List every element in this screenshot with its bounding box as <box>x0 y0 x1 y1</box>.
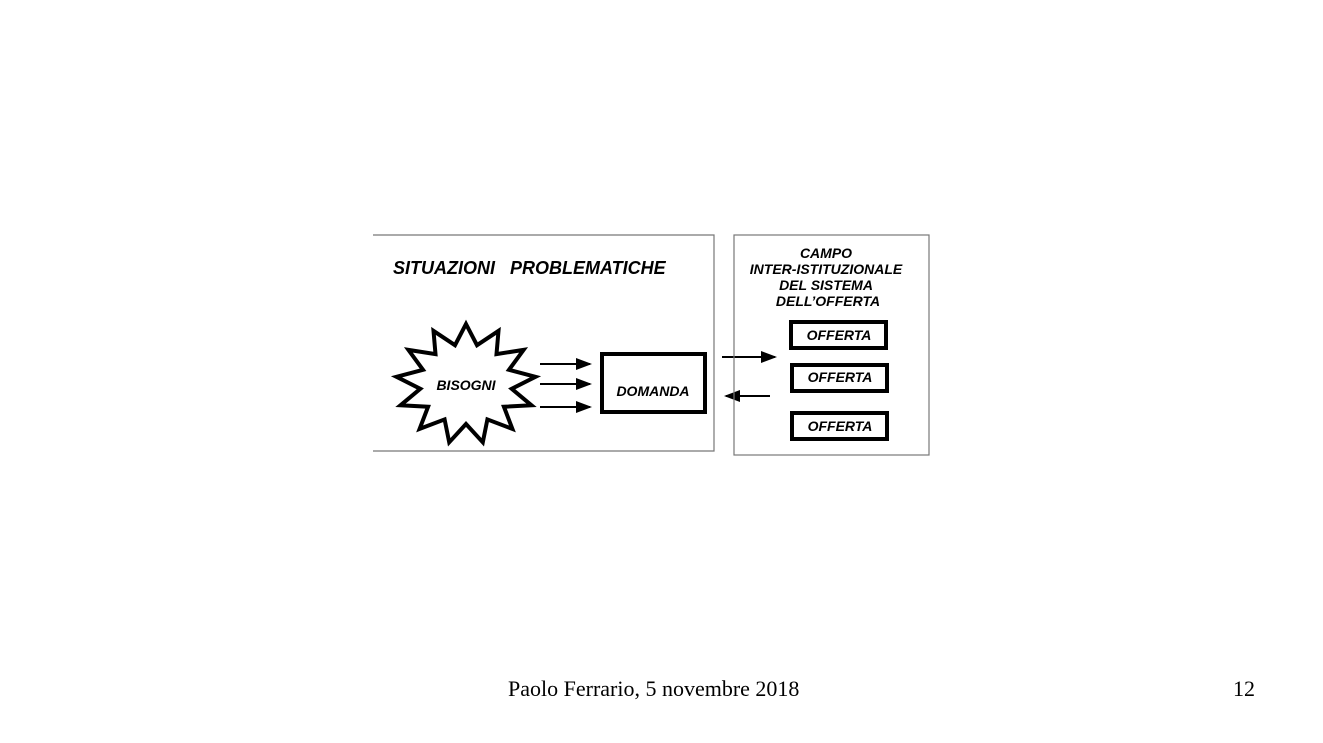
footer-author-date: Paolo Ferrario, 5 novembre 2018 <box>508 676 800 701</box>
offer-system-title-line-4: DELL’OFFERTA <box>775 293 881 309</box>
offer-label-1: OFFERTA <box>806 327 872 343</box>
demand-label: DOMANDA <box>616 383 690 399</box>
offer-system-title-line-3: DEL SISTEMA <box>779 277 873 293</box>
needs-label: BISOGNI <box>436 377 496 393</box>
offer-label-2: OFFERTA <box>807 369 873 385</box>
offer-system-title-line-1: CAMPO <box>799 245 853 261</box>
offer-label-3: OFFERTA <box>807 418 873 434</box>
offer-system-panel <box>734 235 929 455</box>
page-number: 12 <box>1233 676 1255 701</box>
problem-situations-panel <box>373 235 714 451</box>
offer-system-title-line-2: INTER-ISTITUZIONALE <box>749 261 903 277</box>
problem-situations-title: SITUAZIONI PROBLEMATICHE <box>393 258 666 278</box>
